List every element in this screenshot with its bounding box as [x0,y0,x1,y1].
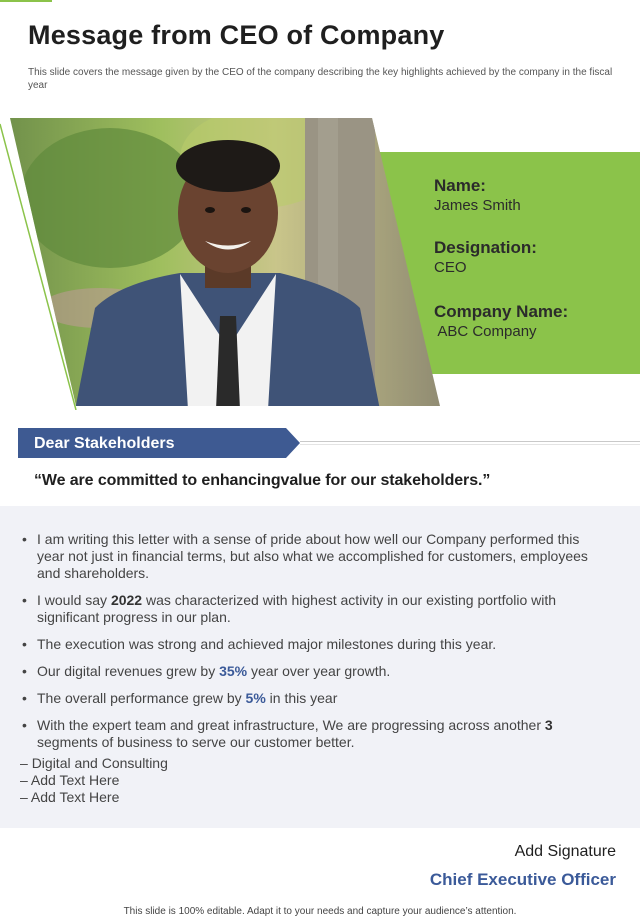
sub-list-item [20,789,119,806]
letter-heading: Dear Stakeholders [34,435,175,452]
list-item [22,690,592,707]
name-label: Name: [434,176,486,195]
list-item-text: I would say 2022 was characterized with highest activity in our existing portfolio with significant progress in our plan. [37,592,557,625]
bullet-icon: • [22,663,27,679]
list-item [22,663,592,680]
list-item-text: The execution was strong and achieved major milestones during this year. [37,636,497,652]
company-label: Company Name: [434,302,569,321]
bullet-icon: • [22,531,27,547]
company-block [434,302,634,342]
sub-list-item-text: Digital and Consulting [31,755,168,771]
list-item [22,531,592,582]
sub-list-item [20,755,168,772]
list-item-text: Our digital revenues grew by 35% year over year growth. [37,663,391,679]
name-value: James Smith [434,197,521,214]
list-item [22,592,592,626]
list-item-text: With the expert team and great infrastructure, We are progressing across another 3 segments of business to serve our customer better. [37,717,553,750]
name-block [434,176,521,216]
ceo-photo [0,118,640,410]
designation-label: Designation: [434,238,537,257]
sub-list-item [20,772,119,789]
dash-icon: – [20,772,28,788]
list-item [22,717,592,751]
page-subtitle: This slide covers the message given by the CEO of the company describing the key highlights achieved by the company in the fiscal year [28,67,613,91]
list-item-text: I am writing this letter with a sense of pride about how well our Company performed this year not just in financial terms, but also what we accomplished for customers, employees and shareholders. [37,531,588,581]
highlight-percent: 5% [245,690,266,706]
signatory-role: Chief Executive Officer [429,870,616,889]
letter-body [0,506,640,828]
quote-text: “We are committed to enhancingvalue for our stakeholders.” [34,472,491,489]
top-accent-line [0,0,52,2]
dash-icon: – [20,789,28,805]
highlight-percent: 35% [219,663,248,679]
sub-list-item-text: Add Text Here [30,789,120,805]
divider-line [300,444,640,445]
bullet-icon: • [22,690,27,706]
list-item-text: The overall performance grew by 5% in this year [37,690,338,706]
sub-list-item-text: Add Text Here [30,772,120,788]
page-title: Message from CEO of Company [28,20,445,50]
highlight-number: 3 [544,717,553,733]
ceo-hero [0,118,640,410]
list-item [22,636,592,653]
signature-placeholder: Add Signature [514,843,616,860]
company-value: ABC Company [434,323,537,340]
bullet-icon: • [22,717,27,733]
dash-icon: – [20,755,28,771]
designation-block [434,238,537,278]
designation-value: CEO [434,259,467,276]
highlight-year: 2022 [110,592,143,608]
footer-note: This slide is 100% editable. Adapt it to your needs and capture your audience’s attention. [123,906,517,917]
bullet-icon: • [22,636,27,652]
divider-line [300,441,640,442]
bullet-icon: • [22,592,27,608]
